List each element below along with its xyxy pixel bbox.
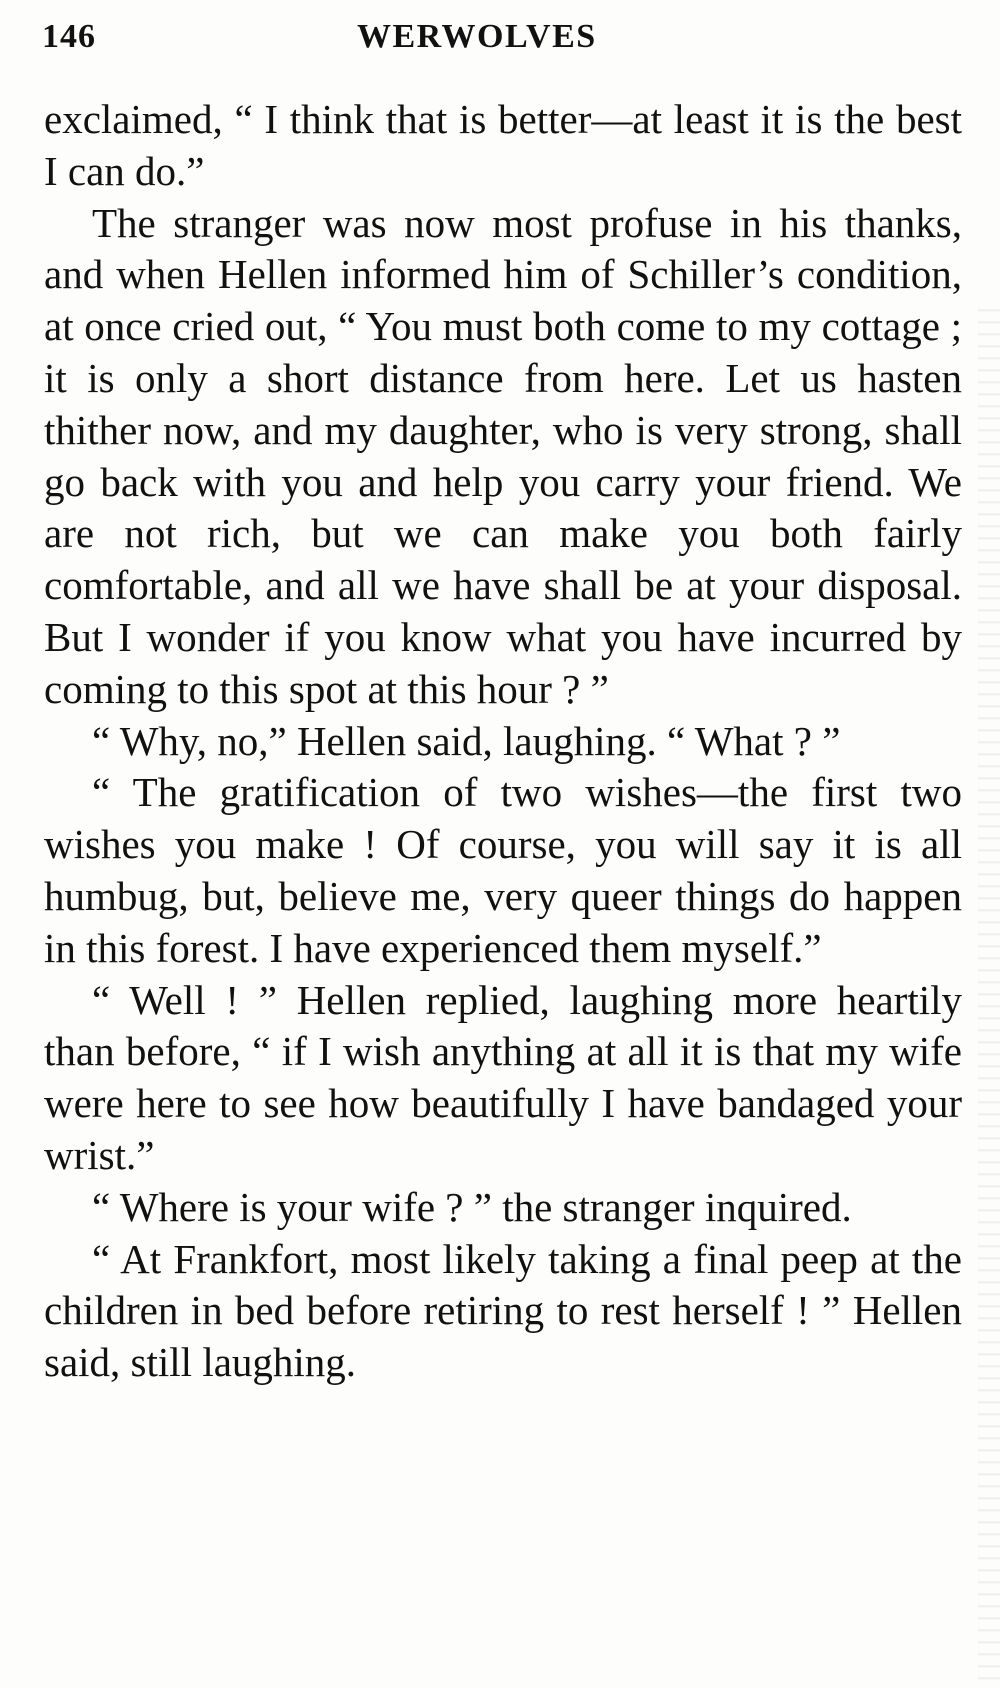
paragraph-6: “ Where is your wife ? ” the stranger inquired. bbox=[92, 1183, 852, 1230]
page-number: 146 bbox=[42, 18, 96, 55]
paragraph-7: “ At Frankfort, most likely taking a final peep at the children in bed before retiring to rest herself ! ” Hellen said, still laughing. bbox=[44, 1235, 962, 1386]
paragraph-5: “ Well ! ” Hellen replied, laughing more heartily than before, “ if I wish anything at all it is that my wife were here to see how beautifully I have bandaged your wrist.” bbox=[44, 976, 962, 1178]
paragraph-2: The stranger was now most profuse in his thanks, and when Hellen informed him of Schiller’s condition, at once cried out, “ You must both come to my cottage ; it is only a short distance from here. Let us hasten thither now, and my daughter, who is very strong, shall go back with you and help you carry your friend. We are not rich, but we can make you both fairly comfortable, and all we have shall be at your disposal. But I wonder if you know what you have incurred by coming to this spot at this hour ? ” bbox=[44, 199, 962, 712]
body-text bbox=[44, 94, 962, 1389]
paragraph-3: “ Why, no,” Hellen said, laughing. “ What ? ” bbox=[92, 717, 841, 764]
running-title: WERWOLVES bbox=[357, 18, 597, 55]
running-head bbox=[42, 18, 962, 68]
page-edge-texture bbox=[978, 300, 1000, 1680]
paragraph-1: exclaimed, “ I think that is better—at least it is the best I can do.” bbox=[44, 96, 962, 194]
paragraph-4: “ The gratification of two wishes—the first two wishes you make ! Of course, you will say it is all humbug, but, believe me, very queer things do happen in this forest. I have experienced them myself.” bbox=[44, 769, 962, 971]
